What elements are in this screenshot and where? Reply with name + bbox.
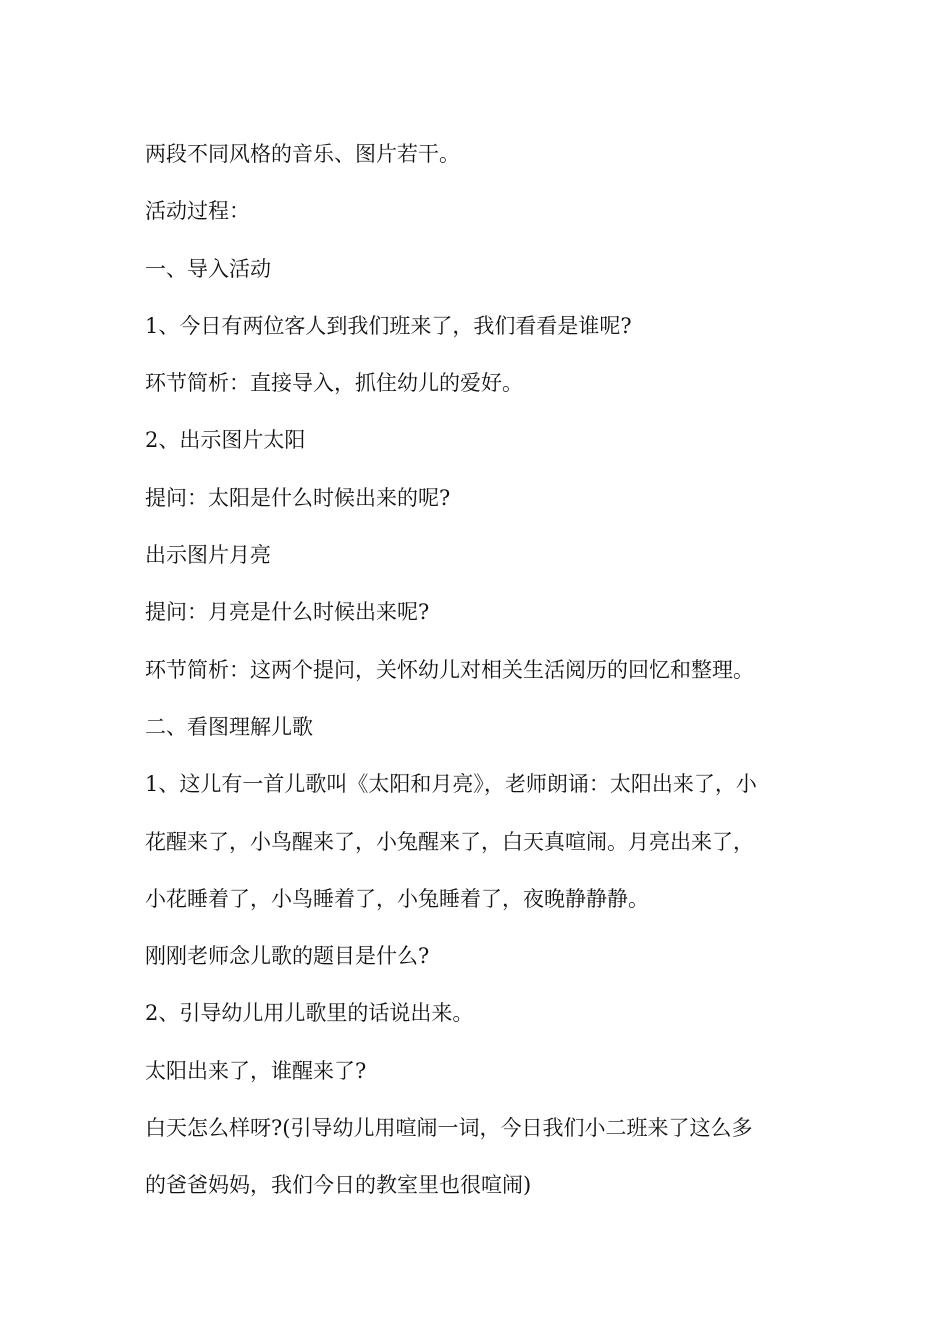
paragraph-song-line-3: 小花睡着了，小鸟睡着了，小兔睡着了，夜晚静静静。 [145, 886, 649, 911]
paragraph-question-who-woke: 太阳出来了，谁醒来了? [145, 1058, 367, 1083]
paragraph-step-2: 2、出示图片太阳 [145, 428, 306, 453]
paragraph-show-moon: 出示图片月亮 [145, 543, 271, 568]
paragraph-analysis-2: 环节简析：这两个提问，关怀幼儿对相关生活阅历的回忆和整理。 [145, 657, 754, 682]
paragraph-question-moon: 提问：月亮是什么时候出来呢? [145, 600, 430, 625]
paragraph-song-line-2: 花醒来了，小鸟醒来了，小兔醒来了，白天真喧闹。月亮出来了， [145, 829, 754, 854]
paragraph-step-1: 1、今日有两位客人到我们班来了，我们看看是谁呢? [145, 313, 632, 338]
materials-text: 两段不同风格的音乐、图片若干。 [145, 142, 460, 166]
paragraph-daytime-line-2: 的爸爸妈妈，我们今日的教室里也很喧闹) [145, 1173, 532, 1198]
section-heading-picture-song: 二、看图理解儿歌 [145, 714, 313, 739]
paragraph-song-line-1: 1、这儿有一首儿歌叫《太阳和月亮》，老师朗诵：太阳出来了，小 [145, 772, 757, 797]
paragraph-step-guide: 2、引导幼儿用儿歌里的话说出来。 [145, 1001, 474, 1026]
paragraph-question-title: 刚刚老师念儿歌的题目是什么? [145, 944, 430, 969]
section-heading-introduction: 一、导入活动 [145, 256, 271, 281]
document-body [145, 138, 815, 1227]
paragraph-analysis-1: 环节简析：直接导入，抓住幼儿的爱好。 [145, 371, 523, 396]
paragraph-daytime-line-1: 白天怎么样呀?(引导幼儿用喧闹一词，今日我们小二班来了这么多 [145, 1116, 753, 1141]
paragraph-question-sun: 提问：太阳是什么时候出来的呢? [145, 485, 451, 510]
section-heading-activity-process: 活动过程： [145, 199, 250, 224]
